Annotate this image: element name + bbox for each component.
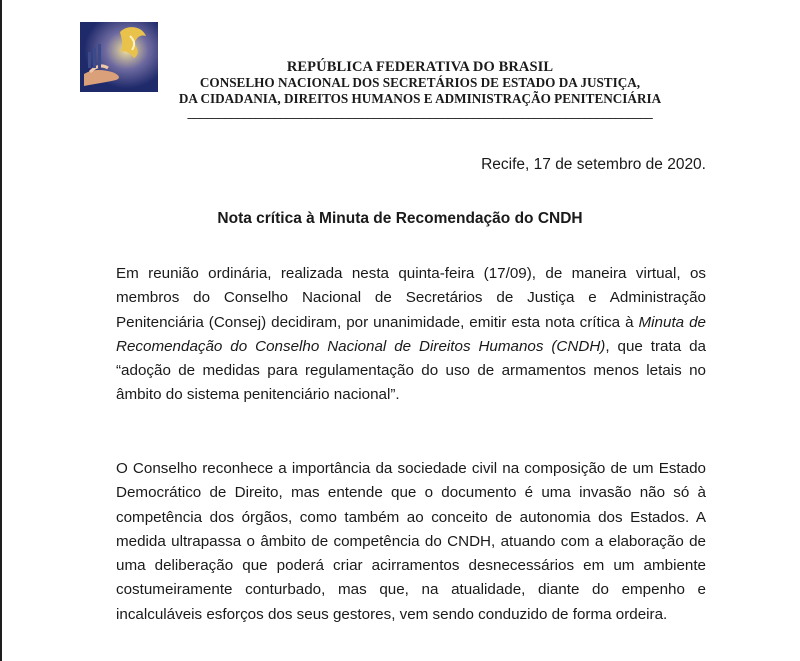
paragraph-1-italic-reference: Minuta de Recomendação do Conselho Nacional de Direitos Humanos (CNDH) (116, 313, 706, 355)
letterhead-line-3: DA CIDADANIA, DIREITOS HUMANOS E ADMINISTRAÇÃO PENITENCIÁRIA (178, 91, 662, 106)
page-edge (0, 0, 2, 661)
paragraph-1-text-a: Em reunião ordinária, realizada nesta quinta-feira (17/09), de maneira virtual, os membros do Conselho Nacional de Secretários de Justiça e Administração Penitenciária (Consej) decidiram, por unanimidade, emitir esta nota crítica à (116, 265, 706, 331)
paragraph-1 (116, 262, 706, 408)
letterhead (160, 60, 680, 119)
letterhead-line-2: CONSELHO NACIONAL DOS SECRETÁRIOS DE ESTADO DA JUSTIÇA, (199, 75, 641, 90)
document-date: Recife, 17 de setembro de 2020. (481, 156, 706, 173)
paragraph-2: O Conselho reconhece a importância da sociedade civil na composição de um Estado Democrático de Direito, mas entende que o documento é uma invasão não só à competência dos órgãos, como também ao conceito de autonomia dos Estados. A medida ultrapassa o âmbito de competência do CNDH, atuando com a elaboração de uma deliberação que poderá criar acirramentos desnecessários em um ambiente costumeiramente conturbado, mas que, na atualidade, diante do empenho e incalculáveis esforços dos seus gestores, vem sendo conduzido de forma ordeira. (116, 460, 706, 623)
paragraph-1-text-b: , que trata da “adoção de medidas para regulamentação do uso de armamentos menos letais no âmbito do sistema penitenciário nacional”. (116, 337, 706, 404)
document-title: Nota crítica à Minuta de Recomendação do CNDH (217, 210, 583, 227)
letterhead-rule: ___________________________________________________________________________ (187, 105, 653, 120)
letterhead-line-1: REPÚBLICA FEDERATIVA DO BRASIL (286, 59, 554, 75)
dove-and-hand-emblem-icon (80, 22, 158, 92)
